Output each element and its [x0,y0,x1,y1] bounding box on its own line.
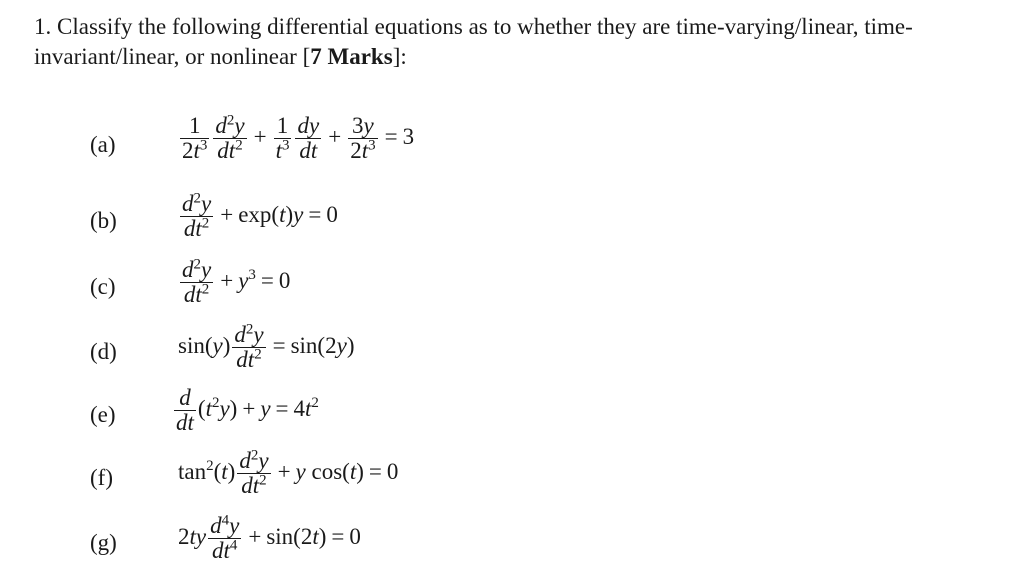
equation: $\tan^2(t)$ $\frac{d^2y}{dt^2}$ + y cos(t) = 0 [178,447,399,498]
item-label: (e) [90,402,116,427]
item-label: (b) [90,208,117,233]
equation: $\frac{1}{2t^3}$ $\frac{d^2y}{dt^2}$ + $\frac{1}{t^3}$ $\frac{dy}{dt}$ + $\frac{3y}{2t^3}$ = 3 [182,112,415,163]
marks-label: 7 Marks [310,44,393,69]
item-label: (g) [90,530,117,555]
equation: sin(y) $\frac{d^2y}{dt^2}$ = sin(2y) [178,321,355,372]
question-body: Classify the following differential equations as to whether they are time-varying/linear, time-invariant/linear, or nonlinear [34,14,913,69]
item-label: (c) [90,274,116,299]
item-label: (d) [90,339,117,364]
item-label: (f) [90,465,113,490]
equation: $\frac{d^2y}{dt^2}$ + exp(t)y = 0 [182,190,338,241]
item-label: (a) [90,132,116,157]
equation: 2ty $\frac{d^4y}{dt^4}$ + sin(2t) = 0 [178,512,361,563]
equation: $\frac{d}{dt}$ $(t^2y) + y = 4t^2$ [176,385,319,435]
equation: $\frac{d^2y}{dt^2}$ + $y^3 = 0$ [182,256,291,307]
question-text: 1. Classify the following differential equations as to whether they are time-varying/linear, time-invariant/linear, or nonlinear [7 Marks]: [34,14,913,69]
question-number: 1. [34,14,52,39]
